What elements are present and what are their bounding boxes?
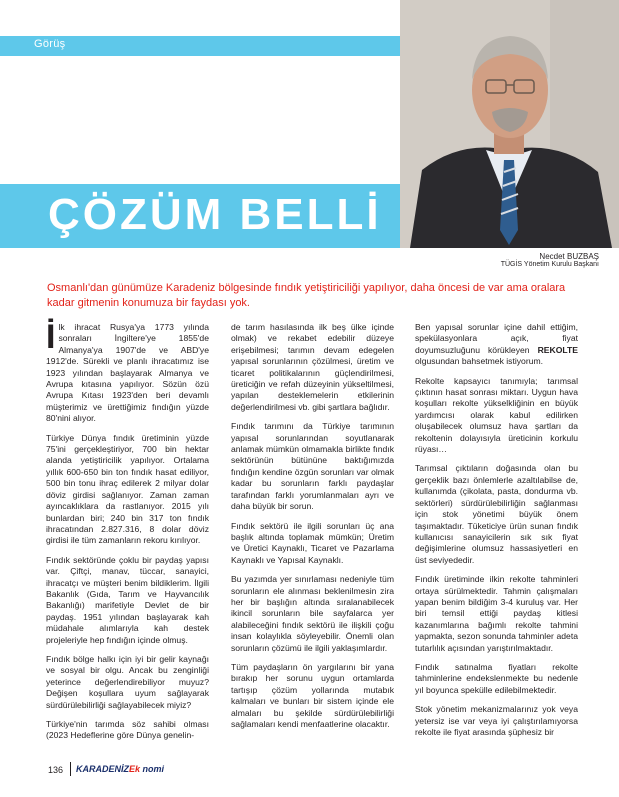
paragraph: Fındık bölge halkı için iyi bir gelir kaynağı ve sosyal bir olgu. Ancak bu zenginliği yeterince değerlendirebiliyor muyuz? Değişen koşullara uyum sağlayarak sürdürülebilirliği sağlayabilecek miyiz? xyxy=(46,653,209,710)
portrait-illustration xyxy=(400,0,619,248)
paragraph: Türkiye Dünya fındık üretiminin yüzde 75'ini gerçekleştiriyor, 700 bin hektar alanda yetiştiricilik yapılıyor. Ortalama yıllık 600-650 bin ton fındık hasat ediliyor, 500 bin tonu ihraç edilerek 2 milyar dolar döviz girdisi sağlanıyor. Zaman zaman ayıncaklıklara da rastlanıyor. 2015 yılı bunlardan biri; 240 bin 317 ton fındık ihracatından 2.827.316, 8 dolar döviz girdisi ile tüm zamanların rekoru kırılıyor. xyxy=(46,432,209,546)
text-column-3 xyxy=(415,322,578,746)
paragraph: Fındık sektöründe çoklu bir paydaş yapısı var. Çiftçi, manav, tüccar, sanayici, ihracatçı ve müşteri benim bildiklerim. İlgili Bakanlık (Gıda, Tarım ve Hayvancılık Bakanlığı) marifetiyle Devlet de bir paydaş. 1951 yılından başlayarak kah müdahale alımlarıyla kah destek projeleriyle hep fındığın içinde olmuş. xyxy=(46,554,209,645)
magazine-logo xyxy=(76,764,164,774)
author-role: TÜGİS Yönetim Kurulu Başkanı xyxy=(500,261,599,268)
footer-divider xyxy=(70,762,71,776)
paragraph: Stok yönetim mekanizmalarınız yok veya yetersiz ise var veya iyi çalıştırılamıyorsa rekolte ile fiyat arasında şüphesiz bir xyxy=(415,704,578,737)
page-margin xyxy=(0,0,12,797)
article-title: ÇÖZÜM BELLİ xyxy=(48,190,382,239)
section-label: Görüş xyxy=(34,38,66,50)
paragraph-text: olgusundan bahsetmek istiyorum. xyxy=(415,356,544,367)
paragraph xyxy=(46,318,209,425)
paragraph xyxy=(415,322,578,368)
author-photo xyxy=(400,0,619,248)
paragraph-text: lk ihracat Rusya'ya 1773 yılında sonraları İngiltere'ye 1855'de Almanya'ya 1907'de ve ABD'ye 1912'de. Sürekli ve planlı ihracatımız ise 1923 yılından başlayarak Almanya ve Avrupa kıtasına yapılıyor. Sözün özü Avrupa Kıtası 1923'den beri devamlı müşterimiz ve ürettiğimiz fındığın yüzde 80'nini alıyor. xyxy=(46,322,209,424)
paragraph: Fındık üretiminde ilkin rekolte tahminleri ortaya sürülmektedir. Tahmin çalışmaları yapan benim bildiğim 3-4 kuruluş var. Her biri temsil ettiği paydaş kitlesi kazanımlarına bağımlı rekolte tahmini yapmakta, sezon sonunda tahminler adeta tutarlılık açısından yarıştırılmaktadır. xyxy=(415,574,578,653)
paragraph: Tarımsal çıktıların doğasında olan bu gerçeklik bazı önlemlerle azaltılabilse de, kullanımda (çikolata, pasta, dondurma vb. sektörleri) sürdürülebilirliğin sağlanması için stok yönetimi büyük önem taşımaktadır. Tüketiciye ürün sunan fındık kullanıcısı sanayicilerin sık sık fiyat değişimlerine olumsuz hassasiyetleri en üst seviyededir. xyxy=(415,463,578,565)
drop-cap: İ xyxy=(46,318,56,356)
logo-main-text: KARADENİZ xyxy=(76,764,129,774)
text-column-2 xyxy=(231,322,394,738)
emphasis-term: REKOLTE xyxy=(537,344,578,355)
lead-paragraph: Osmanlı'dan günümüze Karadeniz bölgesinde fındık yetiştiriciliği yapılıyor, daha öncesi de var ama oralara kadar gitmenin konumuza bir faydası yok. xyxy=(47,282,566,309)
paragraph: Tüm paydaşların ön yargılarını bir yana bırakıp her sorunu uygun ortamlarda tartışıp çözüm yollarında mutabık kalmaları ve bunları bir sistem içinde ele almaları bu şekilde sürdürülebilirliği sağlamaları kendi menfaatlerine olacaktır. xyxy=(231,661,394,729)
paragraph-text: Ben yapısal sorunlar içine dahil ettiğim, spekülasyonlara açık, fiyat doyumsuzluğunu körükleyen xyxy=(415,322,578,355)
paragraph: Rekolte kapsayıcı tanımıyla; tarımsal çıktının hasat sonrası miktarı. Uygun hava koşulları rekolte yükselkliğinin en büyük yardımcısı olarak kabul edilirken oluşabilecek olumsuz hava şartları da rekoltenin dolayısıyla üreticinin korkulu rüyası… xyxy=(415,375,578,455)
text-column-1 xyxy=(46,318,209,750)
paragraph: Türkiye'nin tarımda söz sahibi olması (2023 Hedeflerine göre Dünya genelin- xyxy=(46,719,209,741)
paragraph: Fındık satınalma fiyatları rekolte tahminlerine endekslenmekte bu nedenle yıl boyunca spekülle edilebilmektedir. xyxy=(415,661,578,695)
page-number: 136 xyxy=(48,765,64,775)
paragraph: Fındık sektörü ile ilgili sorunları üç ana başlık altında toplamak mümkün; Üretim ve Üretici Kaynaklı, Ticaret ve Pazarlama Kaynaklı ve Yapısal Kaynaklı. xyxy=(231,520,394,565)
logo-rest-text: nomi xyxy=(142,764,165,774)
author-name: Necdet BUZBAŞ xyxy=(539,252,599,261)
logo-ek-text: Ek xyxy=(129,764,141,774)
paragraph: de tarım hasılasında ilk beş ülke içinde olmak) ve rekabet edebilir düzeye erişebilmesi; tarımın devam edegelen yapısal sorunlarının çözülmesi, üretim ve ticaret politikalarının güçlendirilmesi, üreticiğin ve refah düzeyinin yükseltilmesi, yapılan desteklemelerin etkilerinin değerlendirilmesi vb. gibi şartlara bağlıdır. xyxy=(231,322,394,412)
paragraph: Bu yazımda yer sınırlaması nedeniyle tüm sorunların ele alınması beklenilmesin zira her bir başlığın altında sıralanabilecek ikincil sorunların bile sayfalarca yer alabileceğini fındık sektörü ile ilişkili çoğu insan kolaylıkla söyleyebilir. Önemli olan sorunların çözümü ile ilgili yaklaşımlardır. xyxy=(231,574,394,653)
paragraph: Fındık tarımını da Türkiye tarımının yapısal sorunlarından soyutlanarak anlamak mümkün olmamakla birlikte fındık sektörünün bütününe baktığımızda fındığın kendine özgün sorunları var olmak kadar bu sorunların farklı paydaşlar tarafından farklı yorumlanmaları ayrı ve daha büyük bir sorun. xyxy=(231,421,394,512)
